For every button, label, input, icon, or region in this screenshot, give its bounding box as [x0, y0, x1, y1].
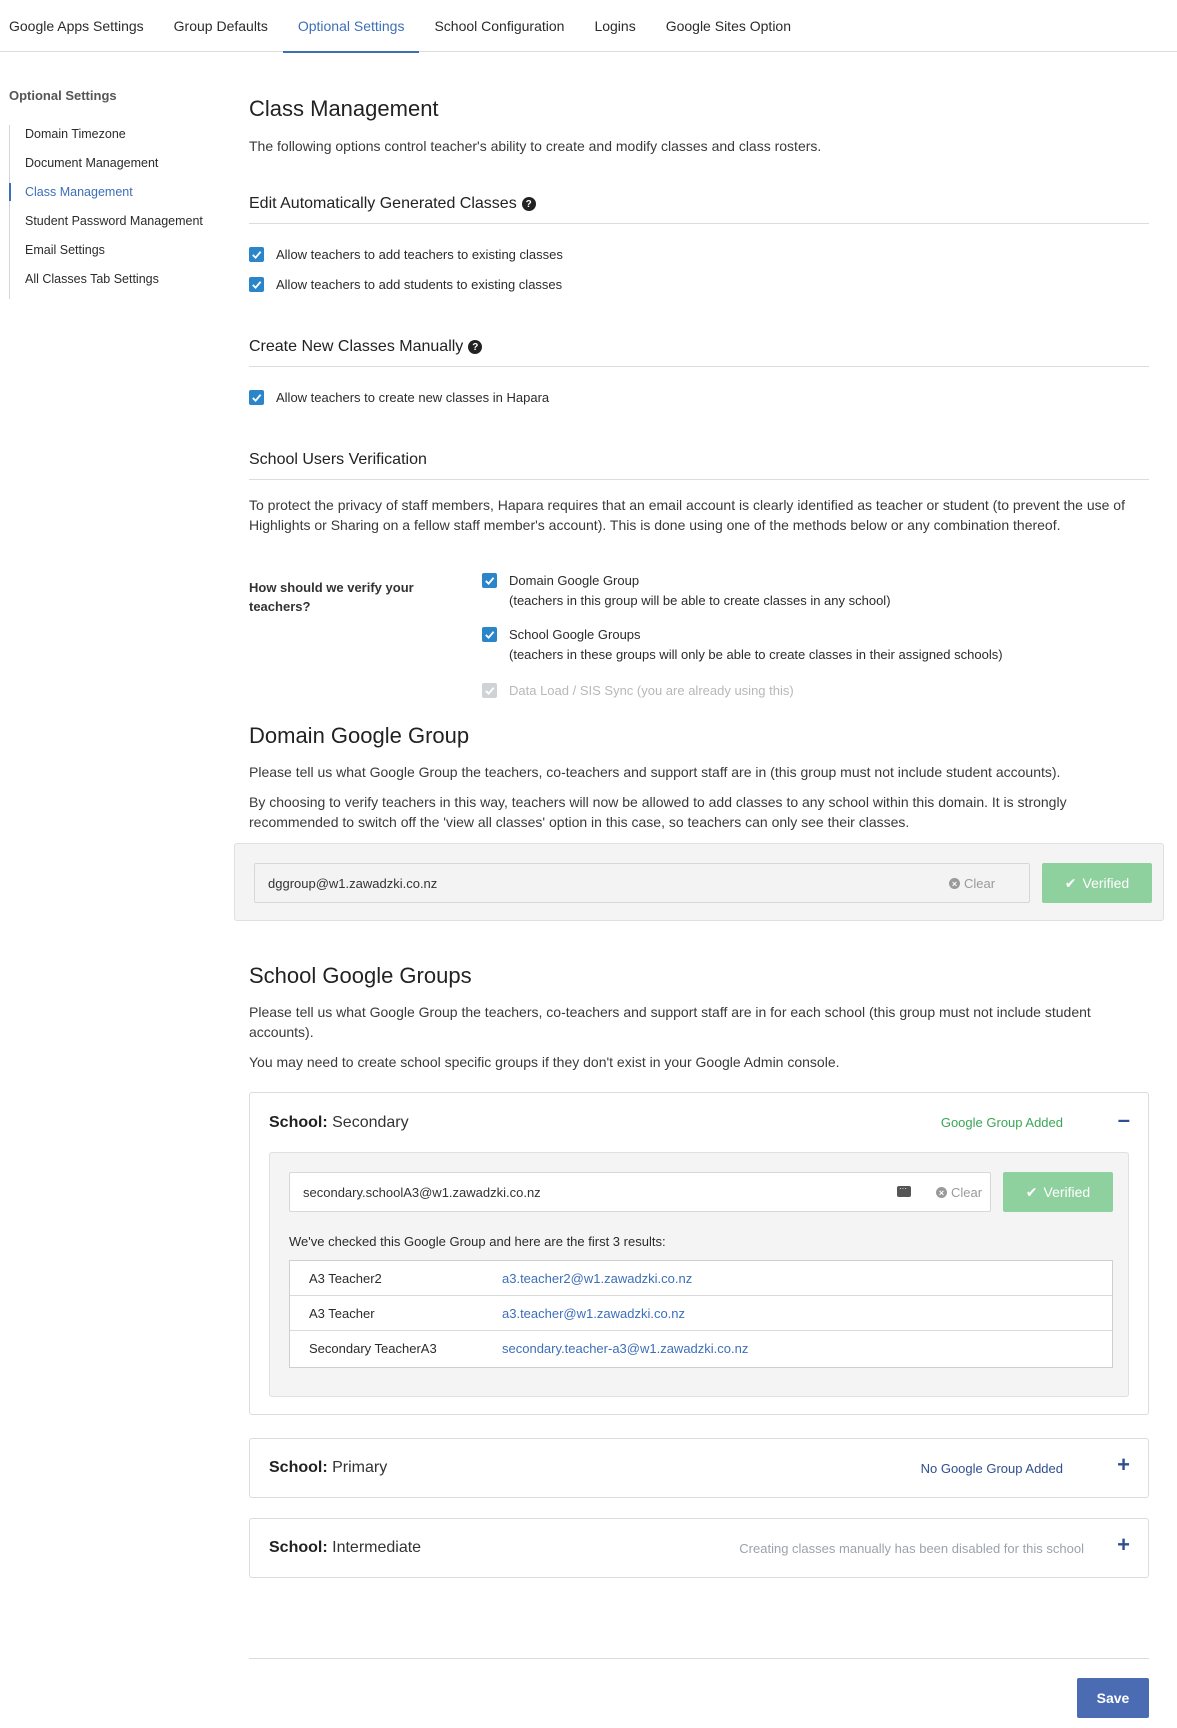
tab-google-apps-settings[interactable]: Google Apps Settings	[9, 18, 144, 34]
domain-group-title: Domain Google Group	[249, 723, 470, 748]
results-intro: We've checked this Google Group and here are the first 3 results:	[289, 1234, 666, 1249]
school-prefix: School:	[269, 1114, 328, 1131]
section-edit-auto-title: Edit Automatically Generated Classes	[249, 195, 517, 212]
option-add-teachers[interactable]	[249, 247, 563, 265]
domain-group-panel	[234, 843, 1164, 921]
check-icon: ✔	[1025, 1183, 1038, 1200]
secondary-group-value: secondary.schoolA3@w1.zawadzki.co.nz	[303, 1184, 541, 1200]
school-card-title	[269, 1539, 421, 1557]
school-card-title	[269, 1114, 409, 1132]
expand-icon[interactable]: +	[1117, 1532, 1130, 1557]
domain-group-clear-button[interactable]	[949, 876, 995, 891]
tab-logins[interactable]: Logins	[594, 18, 636, 34]
result-name: Secondary TeacherA3	[309, 1341, 437, 1356]
keyboard-icon	[897, 1186, 911, 1197]
method-data-load-sis-sync	[482, 683, 794, 701]
clear-icon: ×	[936, 1187, 947, 1198]
domain-group-verified-button[interactable]	[1042, 863, 1152, 903]
verified-label: Verified	[1082, 875, 1130, 891]
secondary-group-verified-button[interactable]	[1003, 1172, 1113, 1212]
tab-google-sites-option[interactable]: Google Sites Option	[665, 18, 791, 34]
domain-group-p2: By choosing to verify teachers in this way, teachers will now be allowed to add classes to any school within this domain. It is strongly recommended to switch off the 'view all classes' option in this case, so teachers can only see their classes.	[249, 794, 1067, 830]
school-groups-title: School Google Groups	[249, 963, 472, 988]
sidebar-heading: Optional Settings	[9, 88, 117, 103]
checkbox-school-google-groups[interactable]	[482, 627, 497, 642]
method-label: Data Load / SIS Sync (you are already using this)	[509, 683, 794, 698]
sidebar	[9, 88, 219, 299]
table-row	[290, 1296, 1112, 1331]
school-prefix: School:	[269, 1459, 328, 1476]
help-icon[interactable]: ?	[468, 340, 482, 354]
tab-group-defaults[interactable]: Group Defaults	[173, 18, 268, 34]
sidebar-item-student-password-management[interactable]: Student Password Management	[25, 214, 203, 228]
school-groups-p2: You may need to create school specific groups if they don't exist in your Google Admin console.	[249, 1054, 840, 1070]
help-icon[interactable]: ?	[522, 197, 536, 211]
page-description: The following options control teacher's ability to create and modify classes and class rosters.	[249, 138, 822, 154]
result-email[interactable]: a3.teacher2@w1.zawadzki.co.nz	[502, 1270, 693, 1286]
domain-group-value: dggroup@w1.zawadzki.co.nz	[268, 875, 438, 891]
expand-icon[interactable]: +	[1117, 1452, 1130, 1477]
check-icon: ✔	[1064, 874, 1077, 891]
school-card-title	[269, 1459, 387, 1477]
option-label: Allow teachers to create new classes in Hapara	[276, 390, 550, 405]
checkbox-add-teachers[interactable]	[249, 247, 264, 262]
section-create-manual-title: Create New Classes Manually	[249, 338, 464, 355]
sidebar-item-all-classes-tab-settings[interactable]: All Classes Tab Settings	[25, 272, 159, 286]
verification-description: To protect the privacy of staff members, Hapara requires that an email account is clearly identified as teacher or student (to prevent the use of Highlights or Sharing on a fellow staff member's account). This is done using one of the methods below or any combination thereof.	[249, 497, 1125, 533]
option-add-students[interactable]	[249, 277, 562, 295]
method-school-google-groups[interactable]	[482, 627, 1003, 665]
secondary-group-panel	[269, 1152, 1129, 1397]
page-title: Class Management	[249, 96, 439, 121]
result-email[interactable]: secondary.teacher-a3@w1.zawadzki.co.nz	[502, 1341, 749, 1356]
secondary-group-clear-button[interactable]	[936, 1185, 982, 1200]
checkbox-data-load-sis-sync	[482, 683, 497, 698]
school-name: Intermediate	[332, 1539, 422, 1556]
section-edit-auto-heading	[249, 195, 536, 213]
school-prefix: School:	[269, 1539, 328, 1556]
result-name: A3 Teacher2	[309, 1270, 382, 1286]
sidebar-list	[9, 125, 219, 299]
sidebar-item-document-management[interactable]: Document Management	[25, 156, 159, 170]
section-create-manual-heading	[249, 338, 482, 356]
verification-question: How should we verify your teachers?	[249, 580, 414, 614]
option-label: Allow teachers to add teachers to existing classes	[276, 247, 563, 262]
school-card-intermediate[interactable]	[249, 1518, 1149, 1578]
school-status: Google Group Added	[940, 1115, 1063, 1130]
clear-label: Clear	[964, 876, 996, 891]
method-hint: (teachers in this group will be able to create classes in any school)	[509, 593, 891, 608]
school-status: Creating classes manually has been disabled for this school	[739, 1541, 1084, 1556]
school-card-primary[interactable]	[249, 1438, 1149, 1498]
checkbox-domain-google-group[interactable]	[482, 573, 497, 588]
verified-label: Verified	[1043, 1184, 1091, 1200]
tab-school-configuration[interactable]: School Configuration	[434, 18, 565, 34]
divider	[249, 366, 1149, 367]
divider	[249, 479, 1149, 480]
option-create-classes[interactable]	[249, 390, 549, 408]
school-status: No Google Group Added	[920, 1461, 1063, 1476]
method-label: School Google Groups	[509, 627, 641, 642]
collapse-icon[interactable]: –	[1117, 1107, 1130, 1132]
option-label: Allow teachers to add students to existing classes	[276, 277, 563, 292]
table-row	[290, 1331, 1112, 1366]
checkbox-create-classes[interactable]	[249, 390, 264, 405]
result-name: A3 Teacher	[309, 1305, 375, 1321]
save-button[interactable]: Save	[1077, 1678, 1149, 1718]
tab-optional-settings[interactable]: Optional Settings	[283, 0, 420, 52]
divider	[249, 1658, 1149, 1659]
method-hint: (teachers in these groups will only be able to create classes in their assigned schools)	[509, 647, 1003, 662]
checkbox-add-students[interactable]	[249, 277, 264, 292]
clear-icon: ×	[949, 878, 960, 889]
sidebar-item-class-management[interactable]: Class Management	[10, 183, 219, 212]
table-row	[290, 1261, 1112, 1296]
school-groups-p1: Please tell us what Google Group the teachers, co-teachers and support staff are in for each school (this group must not include student accounts).	[249, 1004, 1091, 1040]
secondary-group-input[interactable]	[289, 1172, 991, 1212]
divider	[249, 223, 1149, 224]
section-verification-heading	[249, 451, 427, 469]
school-card-secondary	[249, 1092, 1149, 1415]
domain-group-p1: Please tell us what Google Group the teachers, co-teachers and support staff are in (this group must not include student accounts).	[249, 764, 1061, 780]
method-label: Domain Google Group	[509, 573, 640, 588]
top-navigation	[0, 0, 1177, 52]
section-verification-title: School Users Verification	[249, 451, 427, 468]
school-name: Secondary	[332, 1114, 409, 1131]
results-table	[289, 1260, 1113, 1368]
result-email[interactable]: a3.teacher@w1.zawadzki.co.nz	[502, 1305, 686, 1321]
school-name: Primary	[332, 1459, 388, 1476]
clear-label: Clear	[951, 1185, 983, 1200]
sidebar-item-domain-timezone[interactable]: Domain Timezone	[25, 127, 126, 141]
method-domain-google-group[interactable]	[482, 573, 891, 611]
sidebar-item-email-settings[interactable]: Email Settings	[25, 243, 105, 257]
domain-group-input[interactable]	[254, 863, 1030, 903]
